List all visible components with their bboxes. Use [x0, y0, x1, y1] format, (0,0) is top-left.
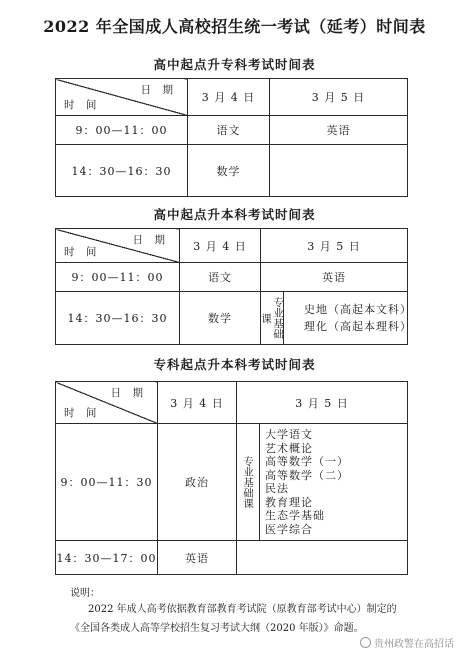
table-row: [56, 116, 408, 145]
subject-split-cell: [237, 424, 408, 541]
table-row: [56, 292, 408, 345]
day1-header: 3 月 4 日: [180, 229, 261, 263]
subject-cell: [270, 145, 408, 197]
table-row: [56, 145, 408, 197]
subject-cell: [237, 541, 408, 575]
category-label: 专业基础课: [260, 297, 284, 339]
subject-list: [260, 424, 407, 540]
subject-cell: 语文: [180, 263, 261, 292]
table-row: [56, 541, 408, 575]
day2-header: 3 月 5 日: [237, 382, 408, 424]
list-item: 大学语文: [265, 428, 313, 441]
list-item: 教育理论: [265, 495, 313, 509]
table-zhuanqi-benke: [55, 381, 408, 575]
list-item: 史地（高起本文科）: [304, 303, 412, 316]
subject-cell: 语文: [188, 116, 270, 145]
time-header-label: 时 间: [64, 246, 101, 258]
wechat-icon: [360, 637, 371, 648]
header-diagonal-cell: [56, 79, 188, 116]
day2-header: 3 月 5 日: [261, 229, 408, 263]
table-row: [56, 424, 408, 541]
subject-cell: 数学: [180, 292, 261, 345]
time-cell: 9：00—11：00: [56, 116, 188, 145]
subject-list: [284, 292, 412, 344]
time-header-label: 时 间: [64, 99, 101, 111]
table-row: [56, 263, 408, 292]
subject-cell: 英语: [261, 263, 408, 292]
subject-cell: 数学: [188, 145, 270, 197]
date-header-label: 日 期: [132, 234, 169, 246]
category-label: 专业基础课: [242, 455, 254, 509]
subject-cell: 英语: [158, 541, 237, 575]
date-header-label: 日 期: [140, 84, 177, 96]
day2-header: 3 月 5 日: [270, 79, 408, 116]
watermark: [360, 635, 454, 650]
note-label: 说明：: [70, 588, 100, 599]
list-item: 艺术概论: [265, 441, 313, 455]
list-item: 民法: [265, 482, 289, 495]
table-gaoqi-benke: [55, 228, 412, 345]
page-title: 2022 年全国成人高校招生统一考试（延考）时间表: [43, 17, 426, 36]
table2-title: 高中起点升本科考试时间表: [153, 207, 316, 222]
list-item: 理化（高起本理科）: [304, 320, 412, 333]
time-cell: 9：00—11：30: [56, 424, 158, 541]
subject-cell: 英语: [270, 116, 408, 145]
time-cell: 14：30—16：30: [56, 292, 180, 345]
time-cell: 14：30—16：30: [56, 145, 188, 197]
list-item: 高等数学（二）: [265, 468, 349, 482]
table3-title: 专科起点升本科考试时间表: [153, 357, 316, 372]
watermark-text: 贵州政警在高招话: [374, 639, 454, 650]
subject-cell: 政治: [158, 424, 237, 541]
header-diagonal-cell: [56, 229, 180, 263]
time-cell: 14：30—17：00: [56, 541, 158, 575]
day1-header: 3 月 4 日: [188, 79, 270, 116]
time-header-label: 时 间: [64, 407, 101, 419]
table-gaoqi-zhuanke: [55, 78, 408, 197]
list-item: 高等数学（一）: [265, 455, 349, 468]
time-cell: 9：00—11：00: [56, 263, 180, 292]
header-diagonal-cell: [56, 382, 158, 424]
category-label-cell: [261, 292, 284, 344]
note-text: 2022 年成人高考依据教育部教育考试院（原教育部考试中心）制定的《全国各类成人高等学校招生复习考试大纲（2020 年版）》命题。: [70, 604, 397, 634]
subject-split-cell: [260, 292, 412, 345]
list-item: 医学综合: [265, 522, 313, 536]
day1-header: 3 月 4 日: [158, 382, 237, 424]
list-item: 生态学基础: [265, 509, 325, 522]
table1-title: 高中起点升专科考试时间表: [153, 57, 316, 72]
category-label-cell: [237, 424, 260, 540]
date-header-label: 日 期: [110, 387, 147, 399]
